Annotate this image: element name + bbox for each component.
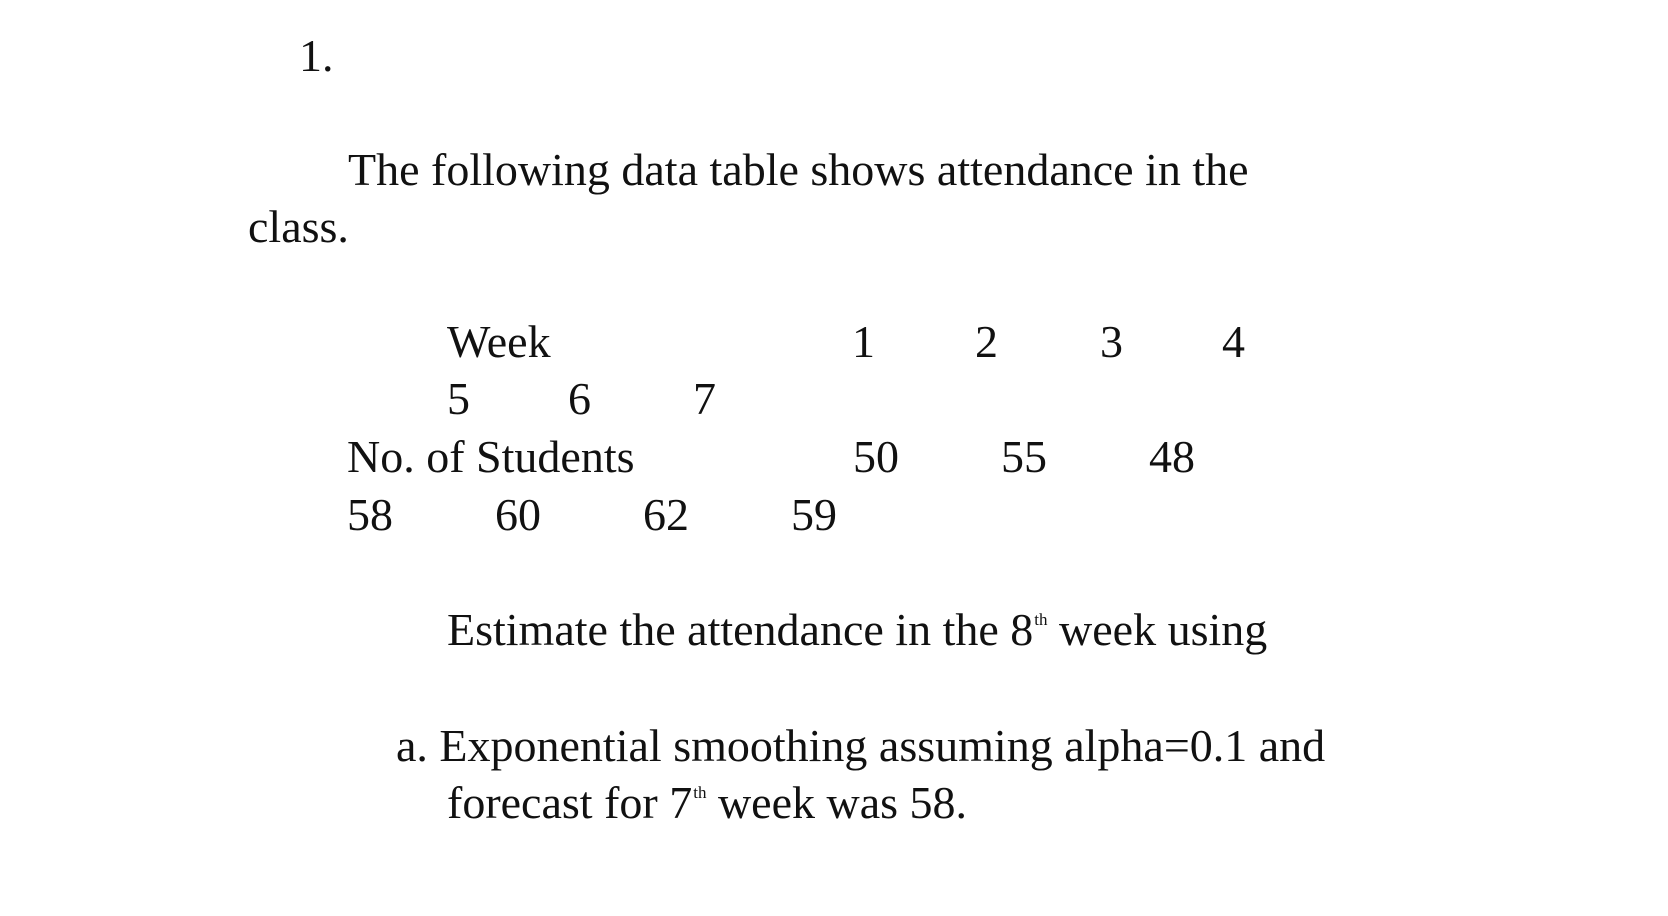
week-2: 2	[975, 316, 998, 367]
part-a-suffix: week was 58.	[706, 777, 968, 828]
students-week-1: 50	[853, 431, 899, 482]
part-a-line-2	[447, 777, 968, 828]
week-7: 7	[693, 373, 716, 424]
week-1: 1	[852, 316, 875, 367]
intro-line-2: class.	[248, 201, 349, 252]
students-week-6: 62	[643, 489, 689, 540]
week-3: 3	[1100, 316, 1123, 367]
students-week-2: 55	[1001, 431, 1047, 482]
part-a-ordinal-suffix: th	[693, 783, 707, 802]
part-a-line-1: a. Exponential smoothing assuming alpha=0.1 and	[396, 720, 1326, 771]
students-week-4: 58	[347, 489, 393, 540]
week-label: Week	[447, 316, 551, 367]
question-number: 1.	[299, 30, 334, 81]
students-week-3: 48	[1149, 431, 1195, 482]
estimate-ordinal-suffix: th	[1034, 610, 1048, 629]
week-6: 6	[568, 373, 591, 424]
part-a-prefix: forecast for 7	[447, 777, 693, 828]
estimate-suffix: week using	[1047, 604, 1268, 655]
students-week-7: 59	[791, 489, 837, 540]
week-5: 5	[447, 373, 470, 424]
estimate-prefix: Estimate the attendance in the 8	[447, 604, 1034, 655]
week-4: 4	[1222, 316, 1245, 367]
students-week-5: 60	[495, 489, 541, 540]
estimate-instruction	[447, 604, 1268, 655]
students-label: No. of Students	[347, 431, 635, 482]
intro-line-1: The following data table shows attendance in the	[348, 144, 1249, 195]
